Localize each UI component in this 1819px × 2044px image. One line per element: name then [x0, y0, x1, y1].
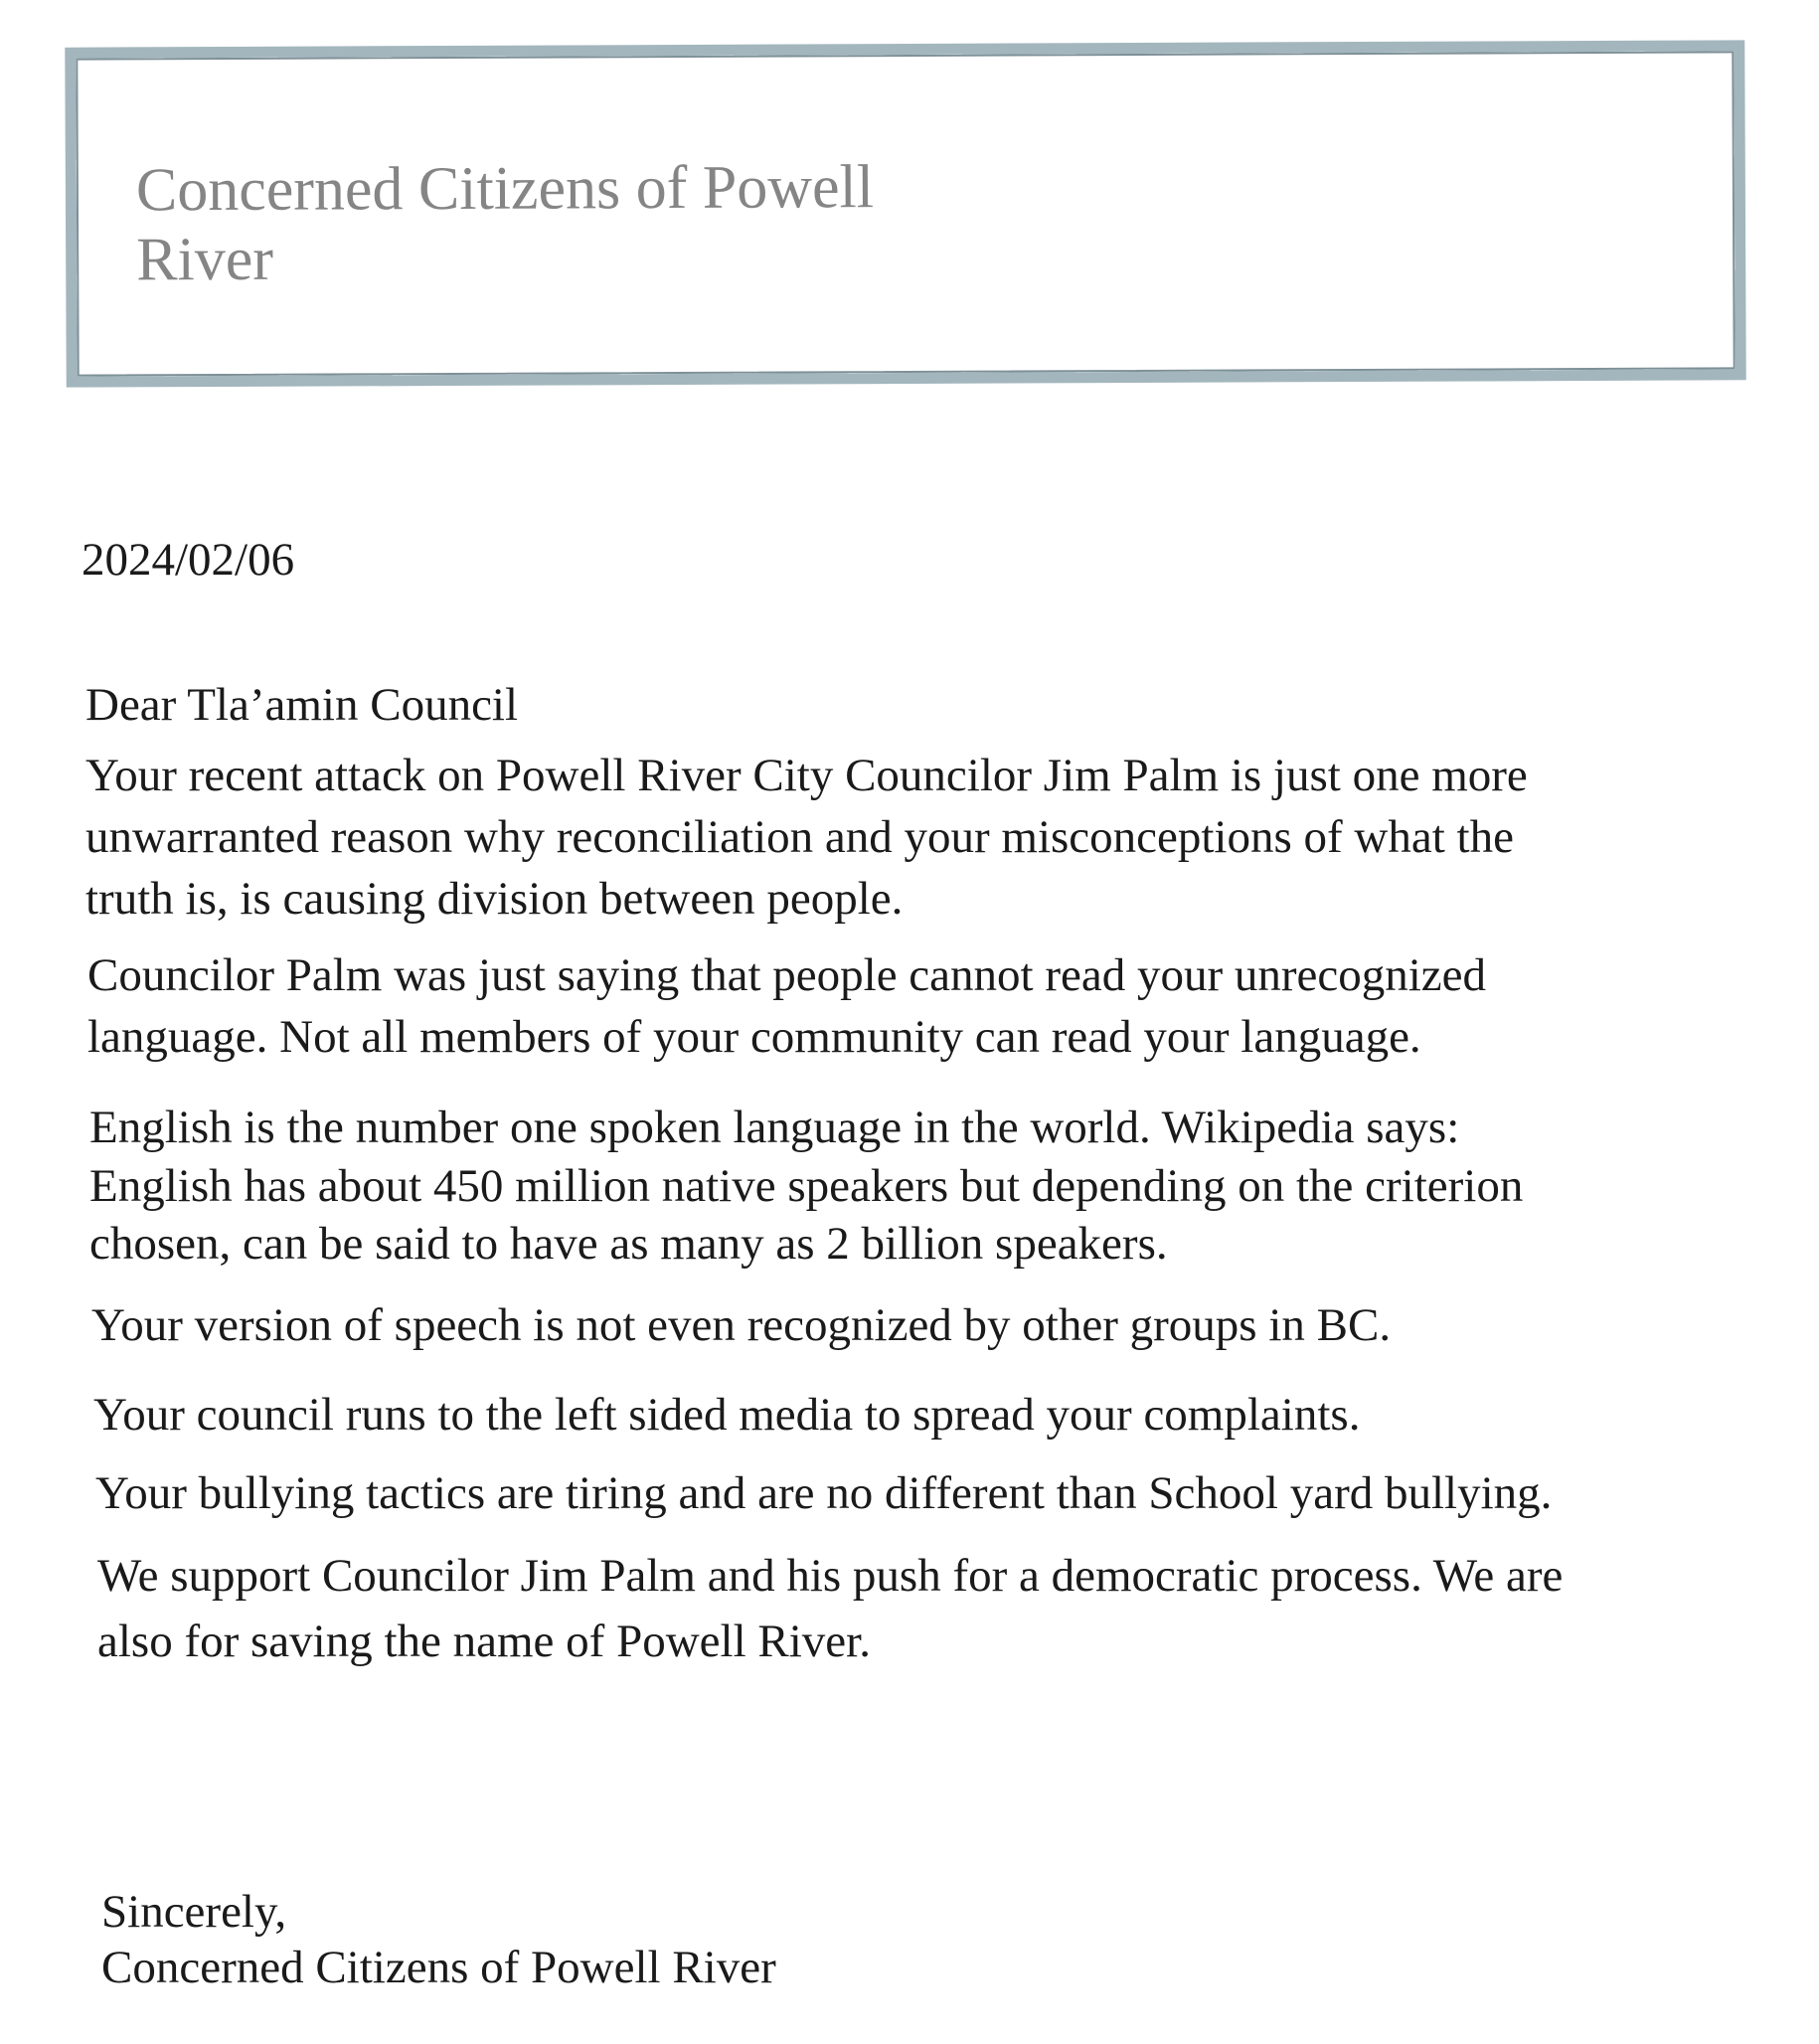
paragraph-line: English has about 450 million native speakers but depending on the criterion [89, 1160, 1524, 1212]
paragraph-line: unwarranted reason why reconciliation and your misconceptions of what the [85, 811, 1514, 863]
paragraph-line: Your council runs to the left sided media to spread your complaints. [93, 1389, 1361, 1441]
paragraph-line: also for saving the name of Powell River. [97, 1616, 871, 1667]
paragraph-line: Your version of speech is not even recognized by other groups in BC. [91, 1299, 1392, 1351]
paragraph-line: Your recent attack on Powell River City Councilor Jim Palm is just one more [85, 750, 1528, 801]
paragraph-line: chosen, can be said to have as many as 2 billion speakers. [89, 1218, 1168, 1270]
paragraph-line: truth is, is causing division between people. [85, 873, 904, 925]
paragraph-line: English is the number one spoken language in the world. Wikipedia says: [89, 1102, 1460, 1153]
letterhead-box [65, 40, 1745, 387]
date-text: 2024/02/06 [82, 534, 295, 586]
signature-text: Concerned Citizens of Powell River [101, 1942, 776, 1993]
paragraph-line: We support Councilor Jim Palm and his push for a democratic process. We are [97, 1550, 1564, 1602]
paragraph-line: language. Not all members of your community can read your language. [87, 1011, 1421, 1063]
letterhead-title-line2: River [136, 225, 274, 294]
letterhead-title-line1: Concerned Citizens of Powell [135, 153, 875, 225]
paragraph-line: Councilor Palm was just saying that people cannot read your unrecognized [87, 949, 1487, 1001]
closing-text: Sincerely, [101, 1886, 287, 1938]
salutation-text: Dear Tla’amin Council [85, 679, 519, 731]
paragraph-line: Your bullying tactics are tiring and are no different than School yard bullying. [95, 1467, 1553, 1519]
